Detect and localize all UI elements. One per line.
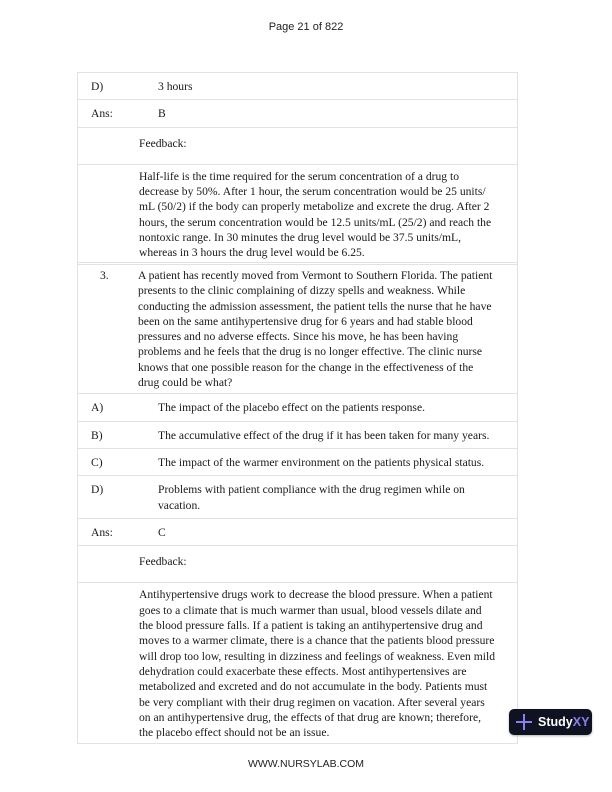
question-2-continued-table <box>77 72 518 265</box>
plus-icon <box>514 712 534 732</box>
answer-row <box>78 519 517 546</box>
option-text: The accumulative effect of the drug if it has been taken for many years. <box>158 428 490 442</box>
brand-main: Study <box>538 715 573 729</box>
option-row-d <box>78 476 517 519</box>
question-stem: A patient has recently moved from Vermont to Southern Florida. The patient presents to the clinic complaining of dizzy spells and weakness. While conducting the admission assessment, the patient tells the nurse that he have been on the same antihypertensive drug for 6 years and had stable blood pressures and no adverse effects. Since his move, he has been having problems and he feels that the drug is no longer effective. The clinic nurse knows that one possible reason for the change in the effectiveness of the drug could be what? <box>138 269 493 390</box>
studyxy-badge[interactable] <box>509 709 592 735</box>
answer-label: Ans: <box>91 107 113 121</box>
option-row-a <box>78 394 517 421</box>
answer-value: C <box>158 525 166 539</box>
option-label: B) <box>91 428 103 442</box>
feedback-label: Feedback: <box>139 555 187 569</box>
footer-site: WWW.NURSYLAB.COM <box>247 758 365 770</box>
option-row-b <box>78 422 517 449</box>
brand-logo-text <box>538 715 589 729</box>
option-label: C) <box>91 455 103 469</box>
option-row-c <box>78 449 517 476</box>
feedback-text: Antihypertensive drugs work to decrease the blood pressure. When a patient goes to a climate that is much warmer than usual, blood vessels dilate and the blood pressure falls. If a patient is taking an antihypertensive drug and moves to a warmer climate, there is a chance that the patients blood pressure will drop too low, resulting in dizziness and feelings of weakness. Even mild dehydration could exacerbate these effects. Most antihypertensives are metabolized and excreted and do not accumulate in the body. Patients must be very compliant with their drug regimen on vacation. After several years on an antihypertensive drug, the effects of that drug are known; therefore, the placebo effect should not be an issue. <box>139 588 496 740</box>
answer-row <box>78 100 517 127</box>
feedback-text-row <box>78 583 517 743</box>
feedback-text-row <box>78 165 517 264</box>
option-label: D) <box>91 483 104 497</box>
option-text: The impact of the warmer environment on the patients physical status. <box>158 455 485 469</box>
question-number: 3. <box>100 269 109 282</box>
option-text: Problems with patient compliance with the drug regimen while on vacation. <box>158 483 465 512</box>
answer-label: Ans: <box>91 525 113 539</box>
page-indicator: Page 21 of 822 <box>268 21 344 33</box>
option-label: D) <box>91 80 104 93</box>
option-text: 3 hours <box>158 80 193 93</box>
feedback-text: Half-life is the time required for the serum concentration of a drug to decrease by 50%. After 1 hour, the serum concentration would be 25 units/ mL (50/2) if the body can properly metabolize and excrete the drug. After 2 hours, the serum concentration would be 12.5 units/mL (25/2) and reach the nontoxic range. In 30 minutes the drug level would be 37.5 units/mL, whereas in 3 hours the drug level would be 6.25. <box>139 169 492 260</box>
option-text: The impact of the placebo effect on the patients response. <box>158 401 425 415</box>
brand-accent: XY <box>572 715 590 729</box>
feedback-label-row <box>78 546 517 583</box>
feedback-label-row <box>78 128 517 165</box>
option-label: A) <box>91 401 104 415</box>
answer-value: B <box>158 107 166 121</box>
option-row-d <box>78 73 517 100</box>
question-stem-row <box>78 263 517 394</box>
feedback-label: Feedback: <box>139 136 187 150</box>
question-3-table <box>77 262 518 744</box>
